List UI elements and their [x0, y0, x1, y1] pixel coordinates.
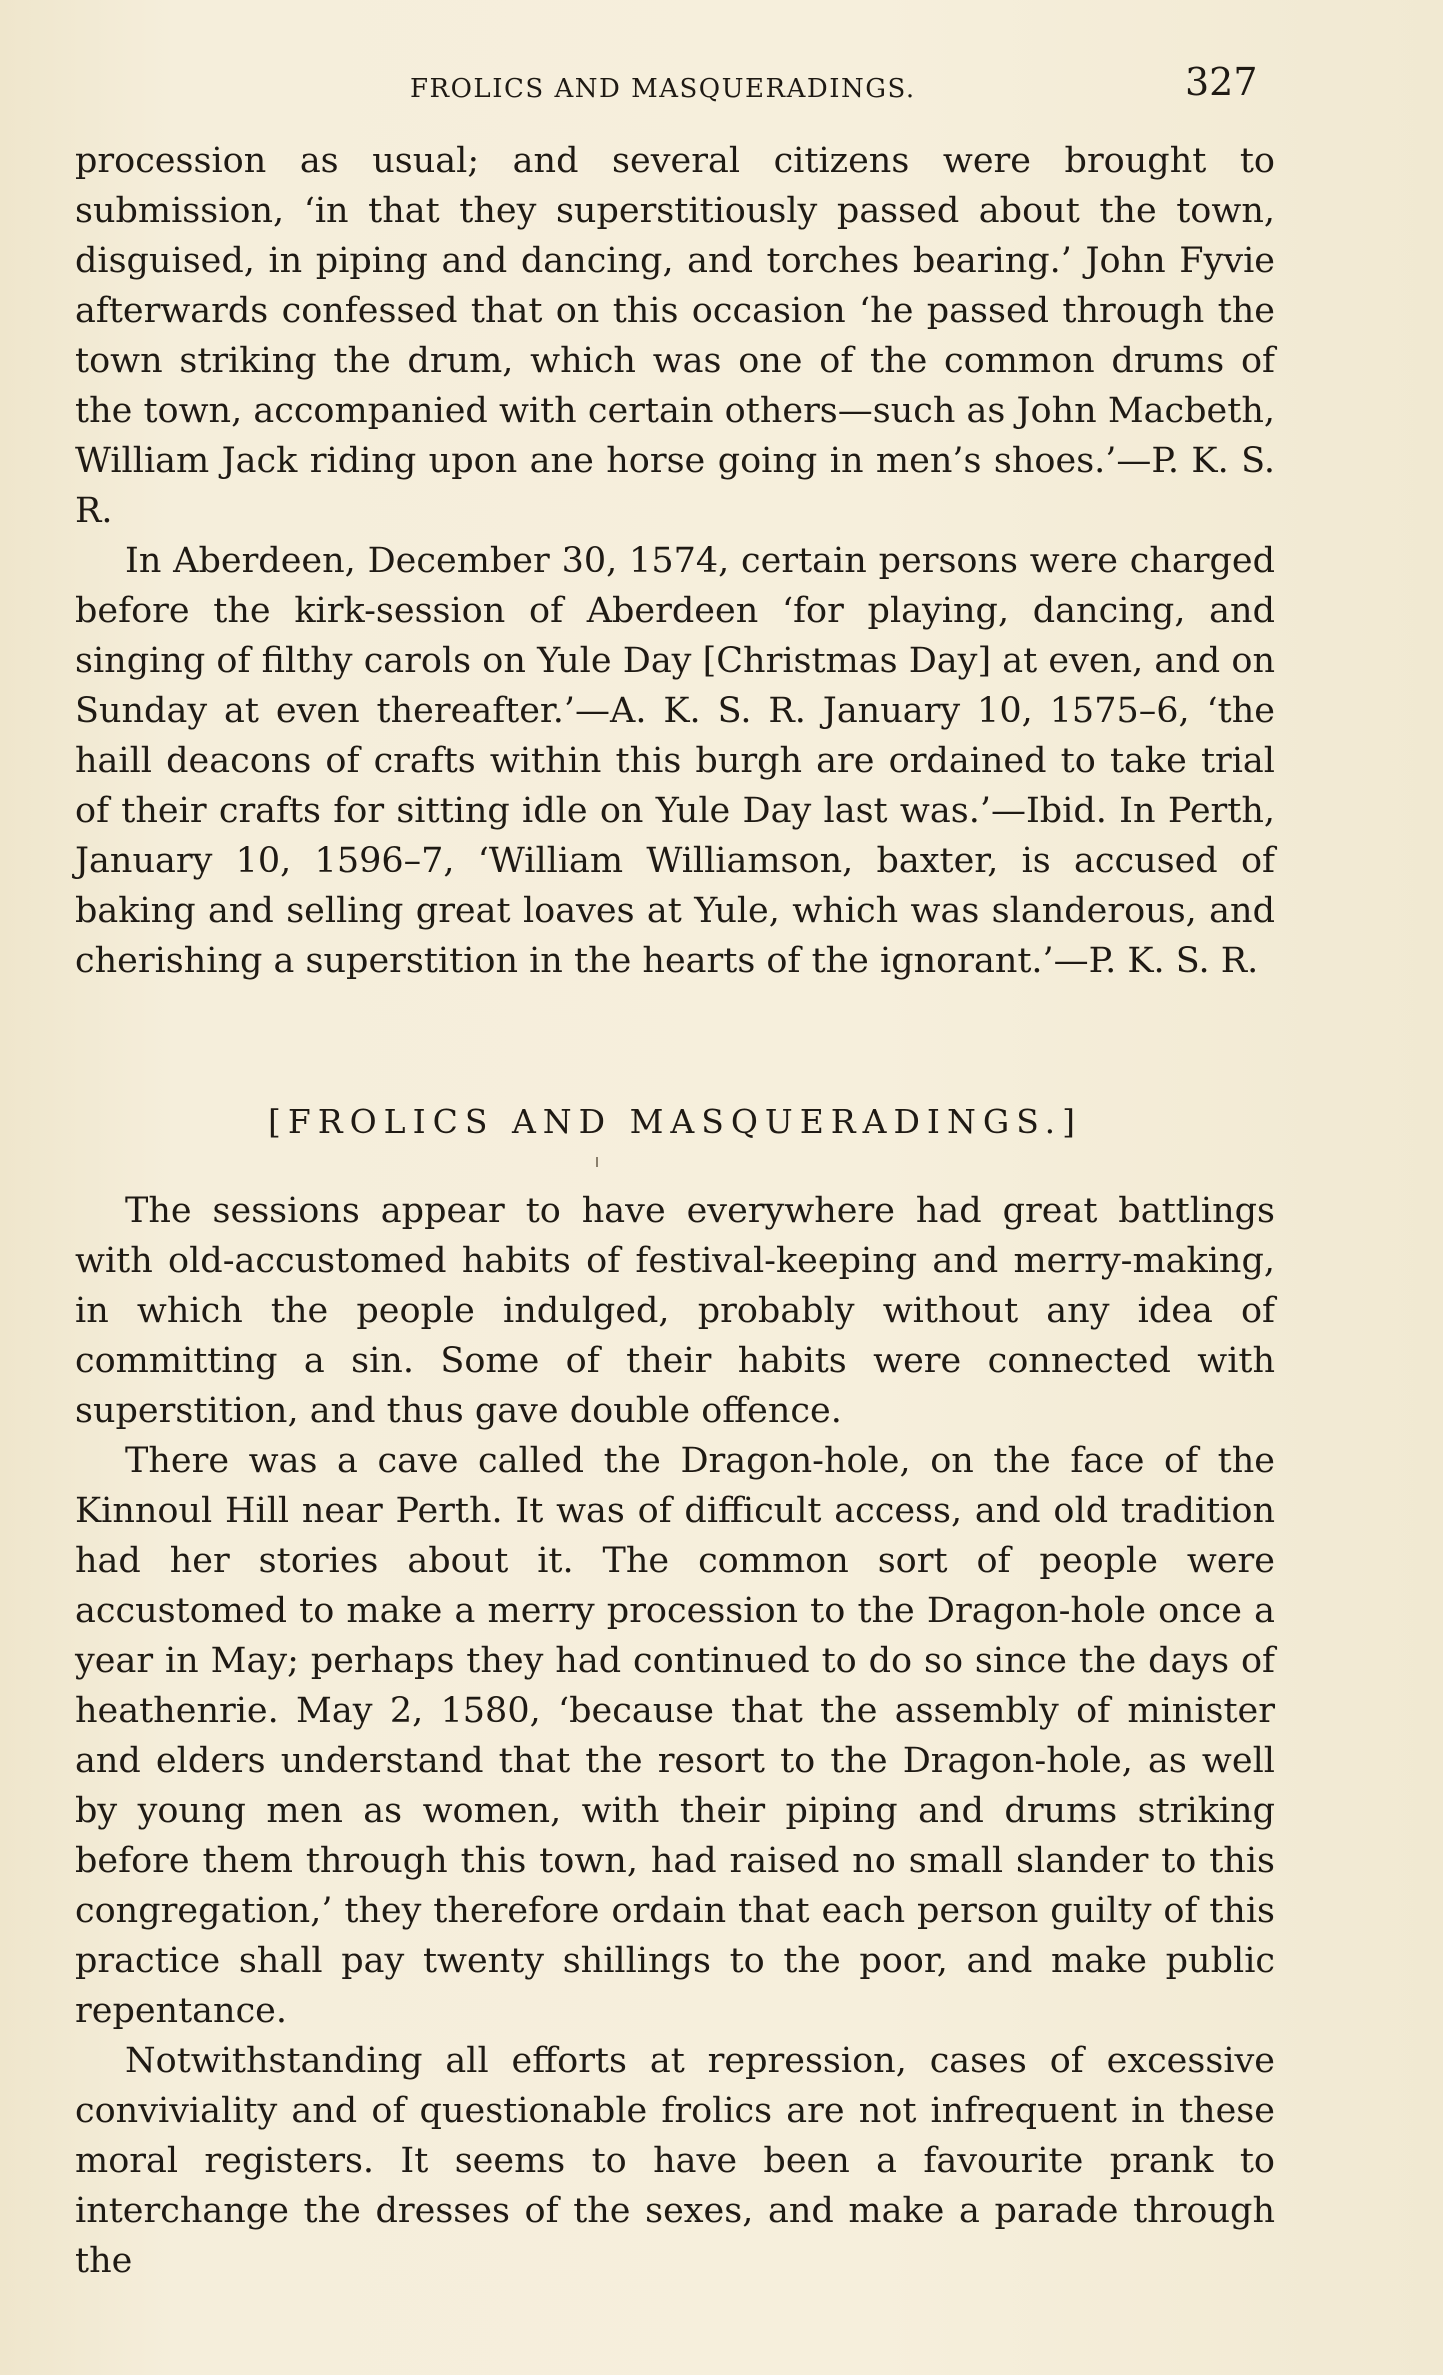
paragraph: The sessions appear to have everywhere had great battlings with old-accustomed habits of festival-keeping and merry-making, in which the people indulged, probably without any idea of committing a sin. Some of their habits were connected with superstition, and thus gave double offence.	[75, 1191, 1275, 1431]
paragraph: Notwithstanding all efforts at repression, cases of excessive conviviality and of questionable frolics are not infrequent in these moral registers. It seems to have been a favourite prank to interchange the dresses of the sexes, and make a parade through the	[75, 2041, 1275, 2281]
running-title: FROLICS AND MASQUERADINGS.	[410, 74, 916, 104]
section-heading: [FROLICS AND MASQUERADINGS.]	[267, 1102, 1082, 1141]
paragraph: In Aberdeen, December 30, 1574, certain persons were charged before the kirk-session of Aberdeen ‘for playing, dancing, and singing of filthy carols on Yule Day [Christmas Day] at even, and on Sunday at even thereafter.’—A. K. S. R. January 10, 1575–6, ‘the haill deacons of crafts within this burgh are ordained to take trial of their crafts for sitting idle on Yule Day last was.’—Ibid. In Perth, January 10, 1596–7, ‘William Williamson, baxter, is accused of baking and selling great loaves at Yule, which was slanderous, and cherishing a superstition in the hearts of the ignorant.’—P. K. S. R.	[75, 541, 1275, 981]
paragraph: procession as usual; and several citizens were brought to submission, ‘in that they superstitiously passed about the town, disguised, in piping and dancing, and torches bearing.’ John Fyvie afterwards confessed that on this occasion ‘he passed through the town striking the drum, which was one of the common drums of the town, accompanied with certain others—such as John Macbeth, William Jack riding upon ane horse going in men’s shoes.’—P. K. S. R.	[75, 141, 1275, 531]
paragraph: There was a cave called the Dragon-hole, on the face of the Kinnoul Hill near Perth. It was of difficult access, and old tradition had her stories about it. The common sort of people were accustomed to make a merry procession to the Dragon-hole once a year in May; perhaps they had continued to do so since the days of heathenrie. May 2, 1580, ‘because that the assembly of minister and elders understand that the resort to the Dragon-hole, as well by young men as women, with their piping and drums striking before them through this town, had raised no small slander to this congregation,’ they therefore ordain that each person guilty of this practice shall pay twenty shillings to the poor, and make public repentance.	[75, 1441, 1275, 2031]
text-block-before-heading	[75, 136, 1275, 986]
running-head	[75, 58, 1275, 108]
text-block-after-heading	[75, 1186, 1275, 2286]
print-mark	[596, 1157, 598, 1167]
page-number: 327	[1185, 60, 1258, 104]
